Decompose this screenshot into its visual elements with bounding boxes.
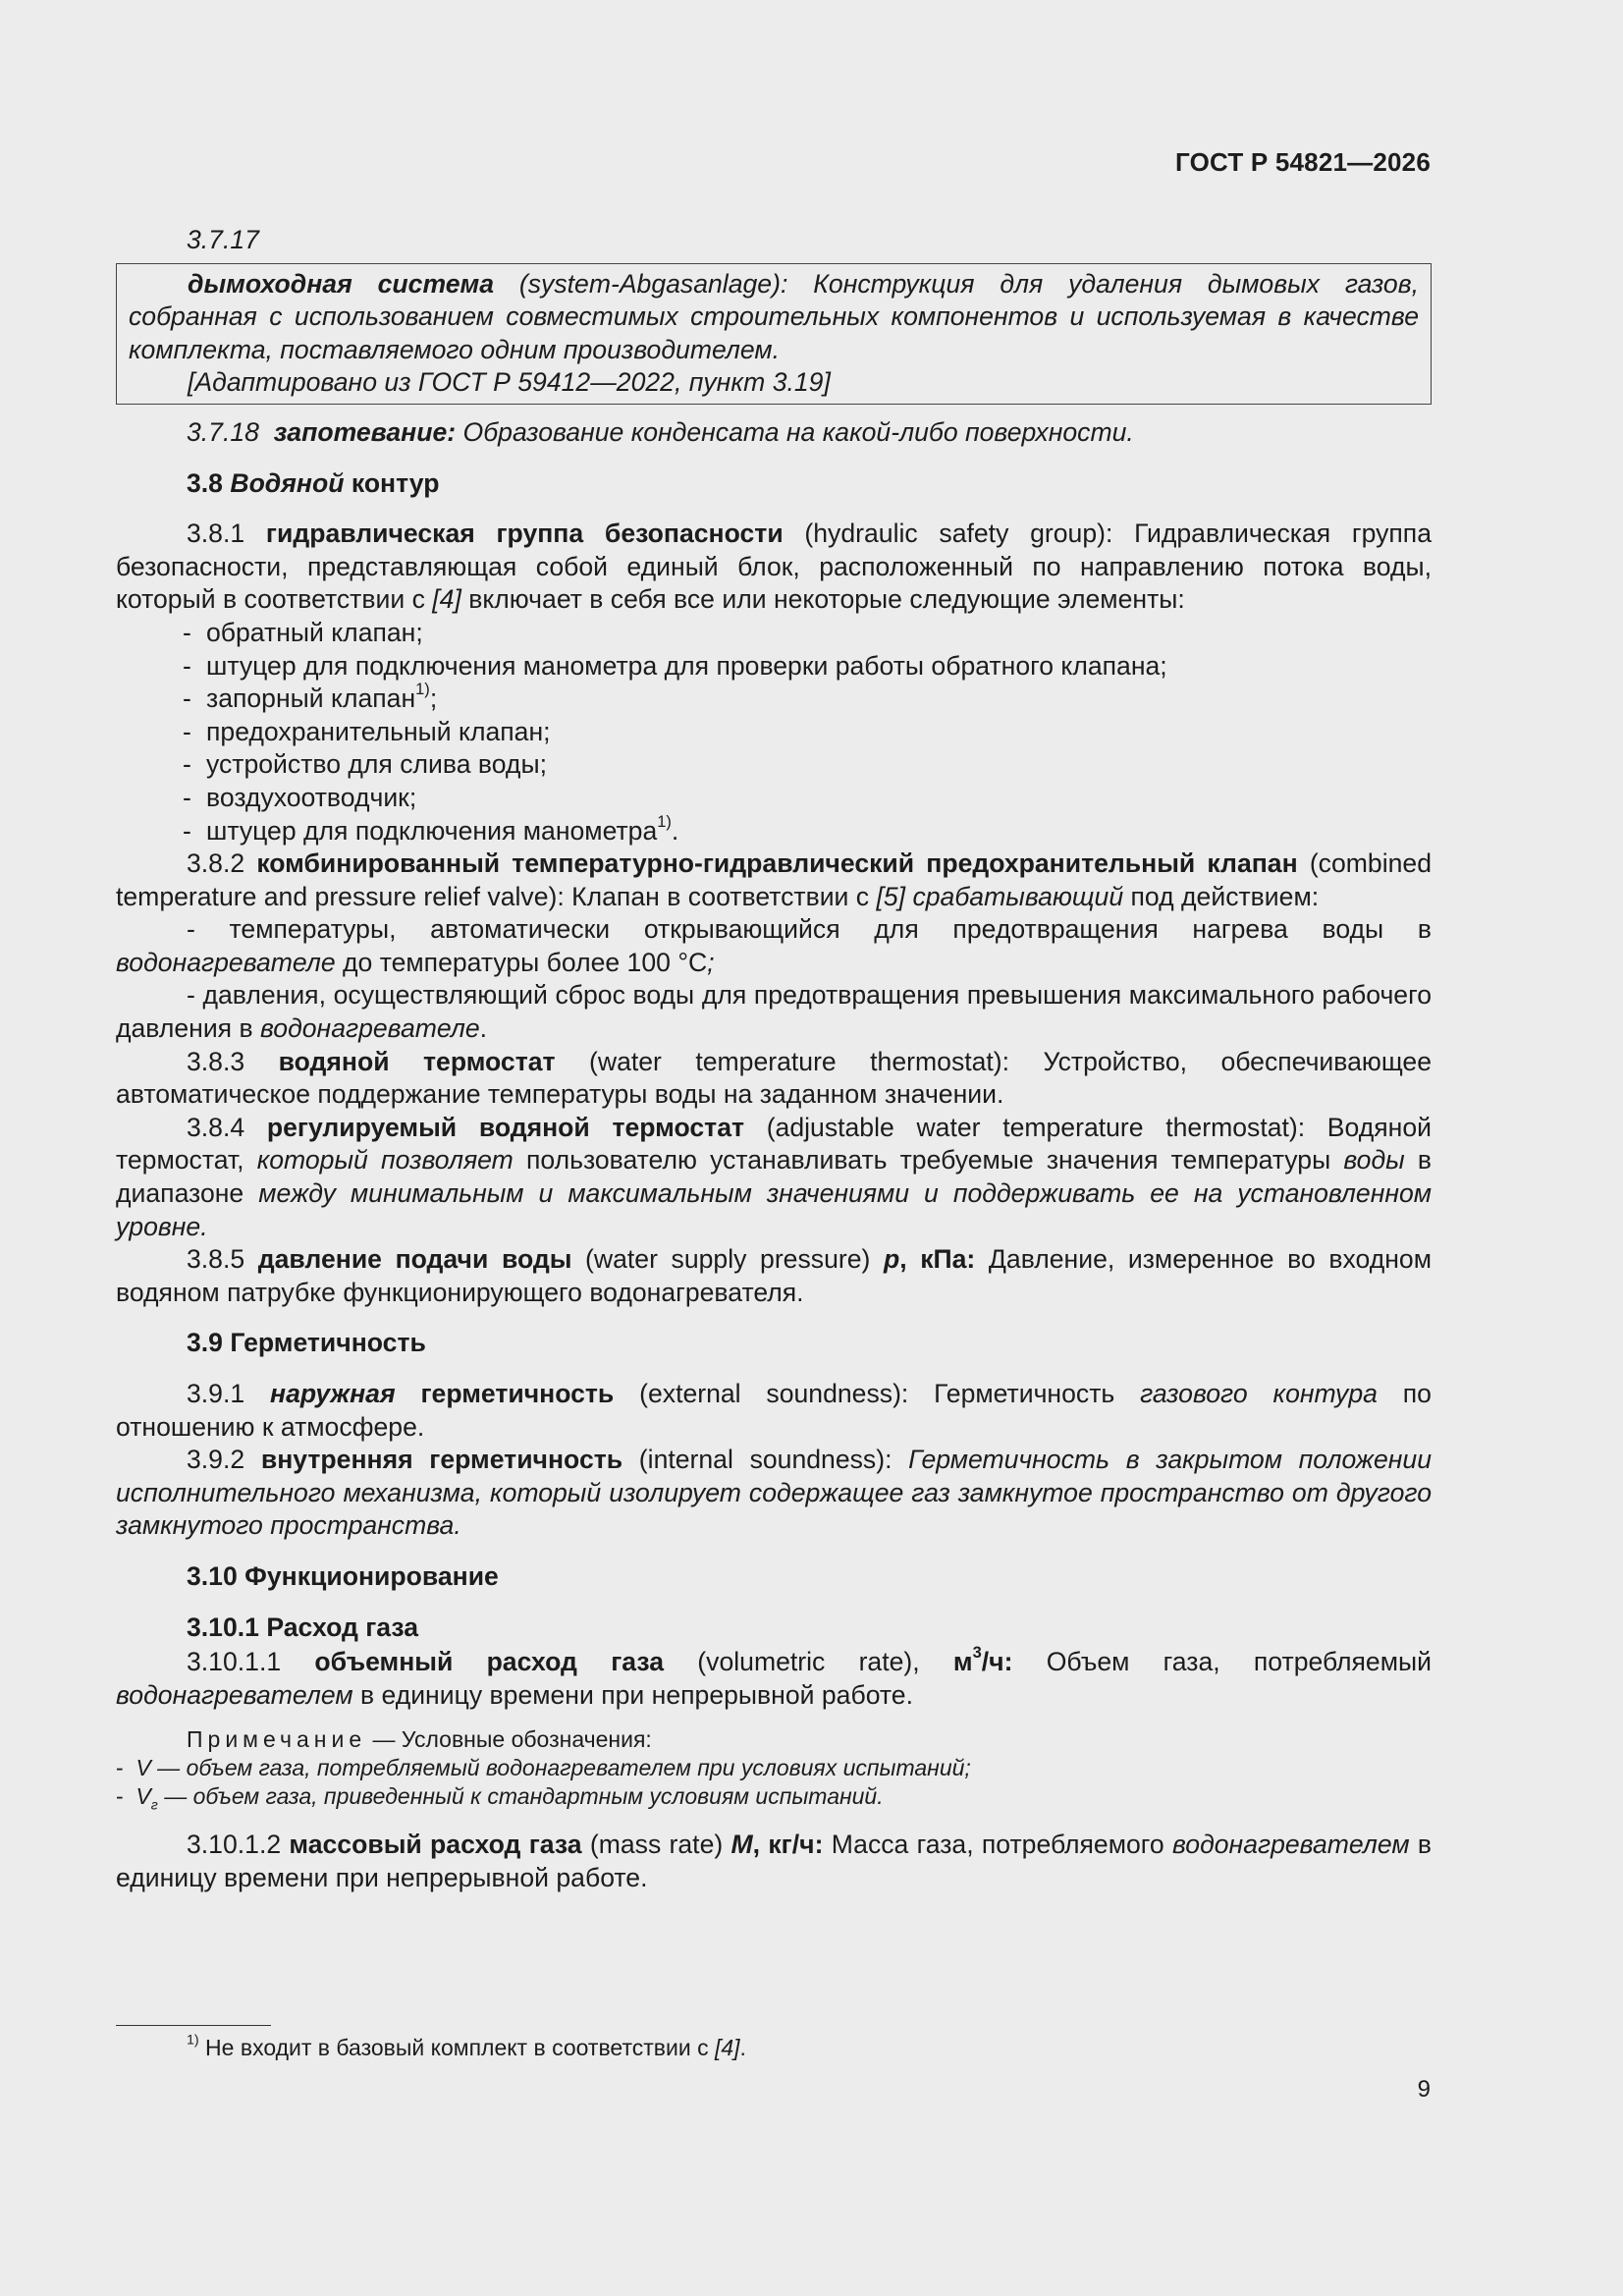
element-list: [116, 617, 1432, 847]
term: комбинированный температурно-гидравлический предохранительный клапан: [256, 848, 1298, 879]
reference: [4]: [432, 584, 461, 615]
term: давление подачи воды: [257, 1244, 572, 1275]
clause-3-8-3: 3.8.3 водяной термостат (water temperature thermostat): Устройство, обеспечивающее автоматическое поддержание температуры воды на заданном значении.: [116, 1046, 1433, 1110]
term: массовый расход газа: [289, 1830, 582, 1860]
term: внутренняя герметичность: [260, 1445, 623, 1475]
term: запотевание:: [273, 416, 457, 447]
clause-number: 3.7.17: [187, 225, 259, 254]
source-reference: [Адаптировано из ГОСТ Р 59412—2022, пункт 3.19]: [188, 367, 831, 398]
section-heading-3-10: 3.10 Функционирование: [187, 1560, 499, 1591]
reference: [5]: [876, 881, 906, 911]
symbol: p: [883, 1244, 900, 1275]
clause-3-9-1: 3.9.1 наружная герметичность (external soundness): Герметичность газового контура по отношению к атмосфере.: [116, 1379, 1432, 1442]
clause-3-10-1-2: 3.10.1.2 массовый расход газа (mass rate) M, кг/ч: Масса газа, потребляемого водонагревателем в единицу времени при непрерывной работе.: [116, 1830, 1432, 1892]
footnote-divider: [116, 2025, 271, 2026]
clause-3-8-4: 3.8.4 регулируемый водяной термостат (adjustable water temperature thermostat): Водяной термостат, который позволяет пользователю устанавливать требуемые значения температуры воды в диапазоне между минимальным и максимальным значениями и поддерживать ее на установленном уровне.: [116, 1112, 1433, 1241]
clause-3-8-2-item: - давления, осуществляющий сброс воды для предотвращения превышения максимального рабочего давления в водонагревателе.: [116, 980, 1432, 1044]
list-item: - воздухоотводчик;: [183, 782, 1432, 815]
term: водяной термостат: [278, 1046, 556, 1076]
list-item: - устройство для слива воды;: [183, 748, 1432, 782]
note-line: - $V_г$ — объем газа, приведенный к стандартным условиям испытаний.: [116, 1783, 884, 1814]
page-number: 9: [1417, 2076, 1431, 2103]
list-item: - предохранительный клапан;: [183, 716, 1432, 749]
note-line: - V — объем газа, потребляемый водонагревателем при условиях испытаний;: [116, 1755, 971, 1781]
list-item: - обратный клапан;: [183, 617, 1432, 650]
term: гидравлическая группа безопасности: [265, 519, 784, 549]
note-block: [116, 1725, 1432, 1814]
list-item: - штуцер для подключения манометра для проверки работы обратного клапана;: [183, 650, 1432, 683]
term: объемный расход газа: [314, 1647, 665, 1677]
section-heading-3-10-1: 3.10.1 Расход газа: [187, 1612, 419, 1642]
footnote-marker: 1): [657, 812, 672, 831]
footnote-marker: 1): [187, 2032, 199, 2049]
definition-box: [116, 263, 1432, 405]
footnote: $^{1)}$ Не входит в базовый комплект в соответствии с [4].: [187, 2032, 746, 2060]
note-title: Примечание — Условные обозначения:: [187, 1726, 652, 1753]
clause-3-8-5: 3.8.5 давление подачи воды (water supply pressure) p, кПа: Давление, измеренное во входном водяном патрубке функционирующего водонагревателя.: [116, 1244, 1432, 1307]
document-header: ГОСТ Р 54821—2026: [1175, 147, 1431, 177]
term: герметичность: [395, 1379, 615, 1408]
footnote-marker: 1): [415, 680, 430, 698]
term: дымоходная система: [188, 268, 494, 299]
page-content: [116, 224, 1432, 1895]
section-heading-3-9: 3.9 Герметичность: [187, 1328, 426, 1358]
clause-3-9-2: 3.9.2 внутренняя герметичность (internal soundness): Герметичность в закрытом положении исполнительного механизма, который изолирует содержащее газ замкнутое пространство от другого замкнутого пространства.: [116, 1445, 1432, 1541]
term: регулируемый водяной термостат: [266, 1112, 745, 1142]
section-heading-3-8: 3.8 Водяной контур: [187, 467, 440, 498]
symbol: M: [730, 1830, 753, 1860]
list-item: - запорный клапан$^{1)}$;: [183, 683, 1432, 716]
clause-3-8-2-item: - температуры, автоматически открывающийся для предотвращения нагрева воды в водонагревателе до температуры более 100 °C;: [116, 914, 1432, 977]
clause-3-7-18: 3.7.18 запотевание: Образование конденсата на какой-либо поверхности.: [187, 416, 1134, 447]
list-item: - штуцер для подключения манометра$^{1)}$.: [183, 815, 1432, 848]
clause-3-8-1: 3.8.1 гидравлическая группа безопасности (hydraulic safety group): Гидравлическая группа безопасности, представляющая собой единый блок, расположенный по направлению потока воды, который в соответствии с [4] включает в себя все или некоторые следующие элементы:: [116, 519, 1432, 615]
clause-3-10-1-1: 3.10.1.1 объемный расход газа (volumetric rate), $м^3/ч$: Объем газа, потребляемый водонагревателем в единицу времени при непрерывной работе.: [116, 1643, 1432, 1710]
definition-text: дымоходная система (system-Abgasanlage): Конструкция для удаления дымовых газов, собранная с использованием совместимых строительных компонентов и используемая в качестве комплекта, поставляемого одним производителем.: [129, 268, 1419, 364]
clause-3-8-2: 3.8.2 комбинированный температурно-гидравлический предохранительный клапан (combined temperature and pressure relief valve): Клапан в соответствии с [5] срабатывающий под действием:: [116, 848, 1432, 911]
